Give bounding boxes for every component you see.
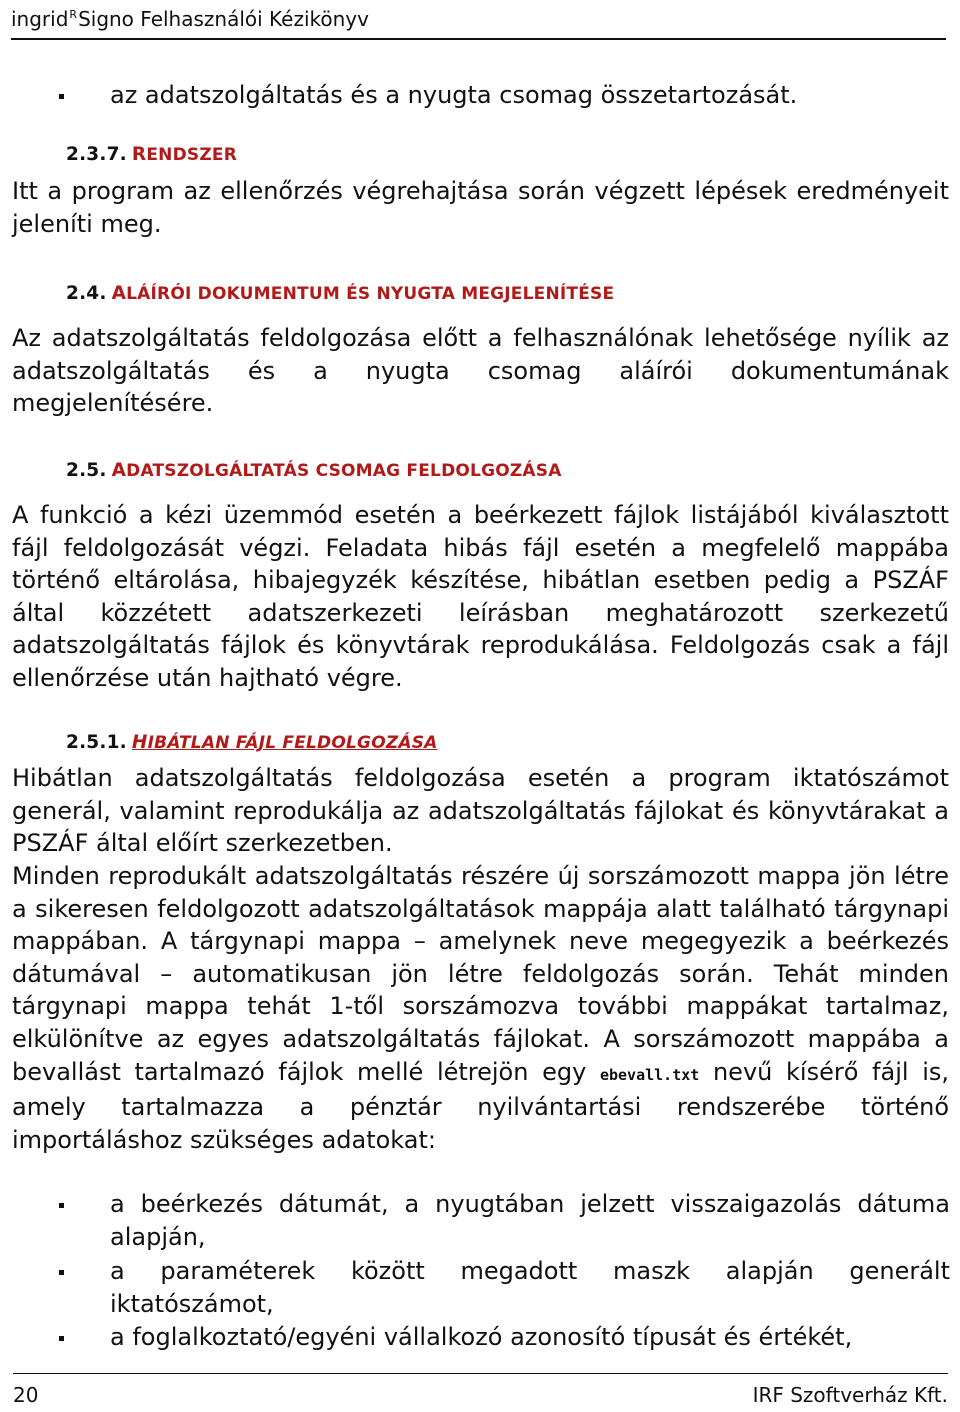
section-number: 2.5. xyxy=(66,460,107,481)
filename-code: ebevall.txt xyxy=(599,1065,700,1084)
section-heading-2-4 xyxy=(66,282,614,306)
page-header xyxy=(11,0,946,40)
page-number: 20 xyxy=(13,1383,39,1407)
bullet-square-icon xyxy=(59,1270,64,1275)
heading-rest: ENDSZER xyxy=(146,145,237,165)
header-title-rest: Signo Felhasználói Kézikönyv xyxy=(78,7,369,31)
list-item: a foglalkoztató/egyéni vállalkozó azonosító típusát és értékét, xyxy=(110,1323,853,1351)
paragraph-rendszer: Itt a program az ellenőrzés végrehajtása során végzett lépések eredményeit jeleníti meg. xyxy=(12,177,949,238)
bullet-square-icon xyxy=(59,1203,64,1208)
bullet-square-icon xyxy=(59,1336,64,1341)
paragraph-alairoi: Az adatszolgáltatás feldolgozása előtt a felhasználónak lehetősége nyílik az adatszolgáltatás és a nyugta csomag aláírói dokumentumának megjelenítésére. xyxy=(12,324,949,418)
heading-initial: H xyxy=(131,732,148,753)
heading-initial: R xyxy=(131,144,147,165)
heading-rest: LÁÍRÓI DOKUMENTUM ÉS NYUGTA MEGJELENÍTÉSE xyxy=(126,284,615,304)
paragraph-reprodukalt xyxy=(12,860,949,1156)
section-heading-2-5-1 xyxy=(66,731,438,755)
heading-initial: A xyxy=(111,283,127,304)
section-number: 2.4. xyxy=(66,283,107,304)
heading-initial: A xyxy=(111,460,127,481)
section-number: 2.5.1. xyxy=(66,732,127,753)
section-number: 2.3.7. xyxy=(66,144,127,165)
company-name: IRF Szoftverház Kft. xyxy=(752,1383,948,1407)
paragraph-feldolgozas: A funkció a kézi üzemmód esetén a beérkezett fájlok listájából kiválasztott fájl feldolgozását végzi. Feladata hibás fájl esetén a megfelelő mappába történő eltárolása, hibajegyzék készítése, hibátlan esetben pedig a PSZÁF által közzétett adatszerkezeti leírásban meghatározott szerkezetű adatszolgáltatás fájlok és könyvtárak reprodukálása. Feldolgozás csak a fájl ellenőrzése után hajtható végre. xyxy=(12,501,949,692)
header-title-brand: ingrid xyxy=(11,7,69,31)
paragraph-hibatlan: Hibátlan adatszolgáltatás feldolgozása esetén a program iktatószámot generál, valamint reprodukálja az adatszolgáltatás fájlokat és könyvtárakat a PSZÁF által előírt szerkezetben. xyxy=(12,764,949,858)
list-item: a beérkezés dátumát, a nyugtában jelzett visszaigazolás dátuma alapján, xyxy=(110,1190,950,1251)
list-item: a paraméterek között megadott maszk alapján generált iktatószámot, xyxy=(110,1257,950,1318)
heading-rest: IBÁTLAN FÁJL FELDOLGOZÁSA xyxy=(147,733,438,753)
page-footer xyxy=(13,1373,948,1408)
heading-rest: DATSZOLGÁLTATÁS CSOMAG FELDOLGOZÁSA xyxy=(126,461,562,481)
bullet-square-icon xyxy=(59,94,64,99)
registered-mark-icon: R xyxy=(69,8,78,21)
paragraph-text: Minden reprodukált adatszolgáltatás részére új sorszámozott mappa jön létre a sikeresen feldolgozott adatszolgáltatások mappája alatt található tárgynapi mappában. A tárgynapi mappa – amelynek neve megegyezik a beérkezés dátumával – automatikusan jön létre feldolgozás során. Tehát minden tárgynapi mappa tehát 1-től sorszámozva további mappákat tartalmaz, elkülönítve az egyes adatszolgáltatás fájlokat. A sorszámozott mappába a bevallást tartalmazó fájlok mellé létrejön egy xyxy=(12,862,949,1086)
list-item-top: az adatszolgáltatás és a nyugta csomag összetartozását. xyxy=(110,81,798,109)
paragraph-text: nevű kísérő fájl is, amely tartalmazza a pénztár nyilvántartási rendszerébe történő importáláshoz szükséges adatokat: xyxy=(12,1057,949,1154)
section-heading-2-3-7 xyxy=(66,143,237,167)
section-heading-2-5 xyxy=(66,459,562,483)
